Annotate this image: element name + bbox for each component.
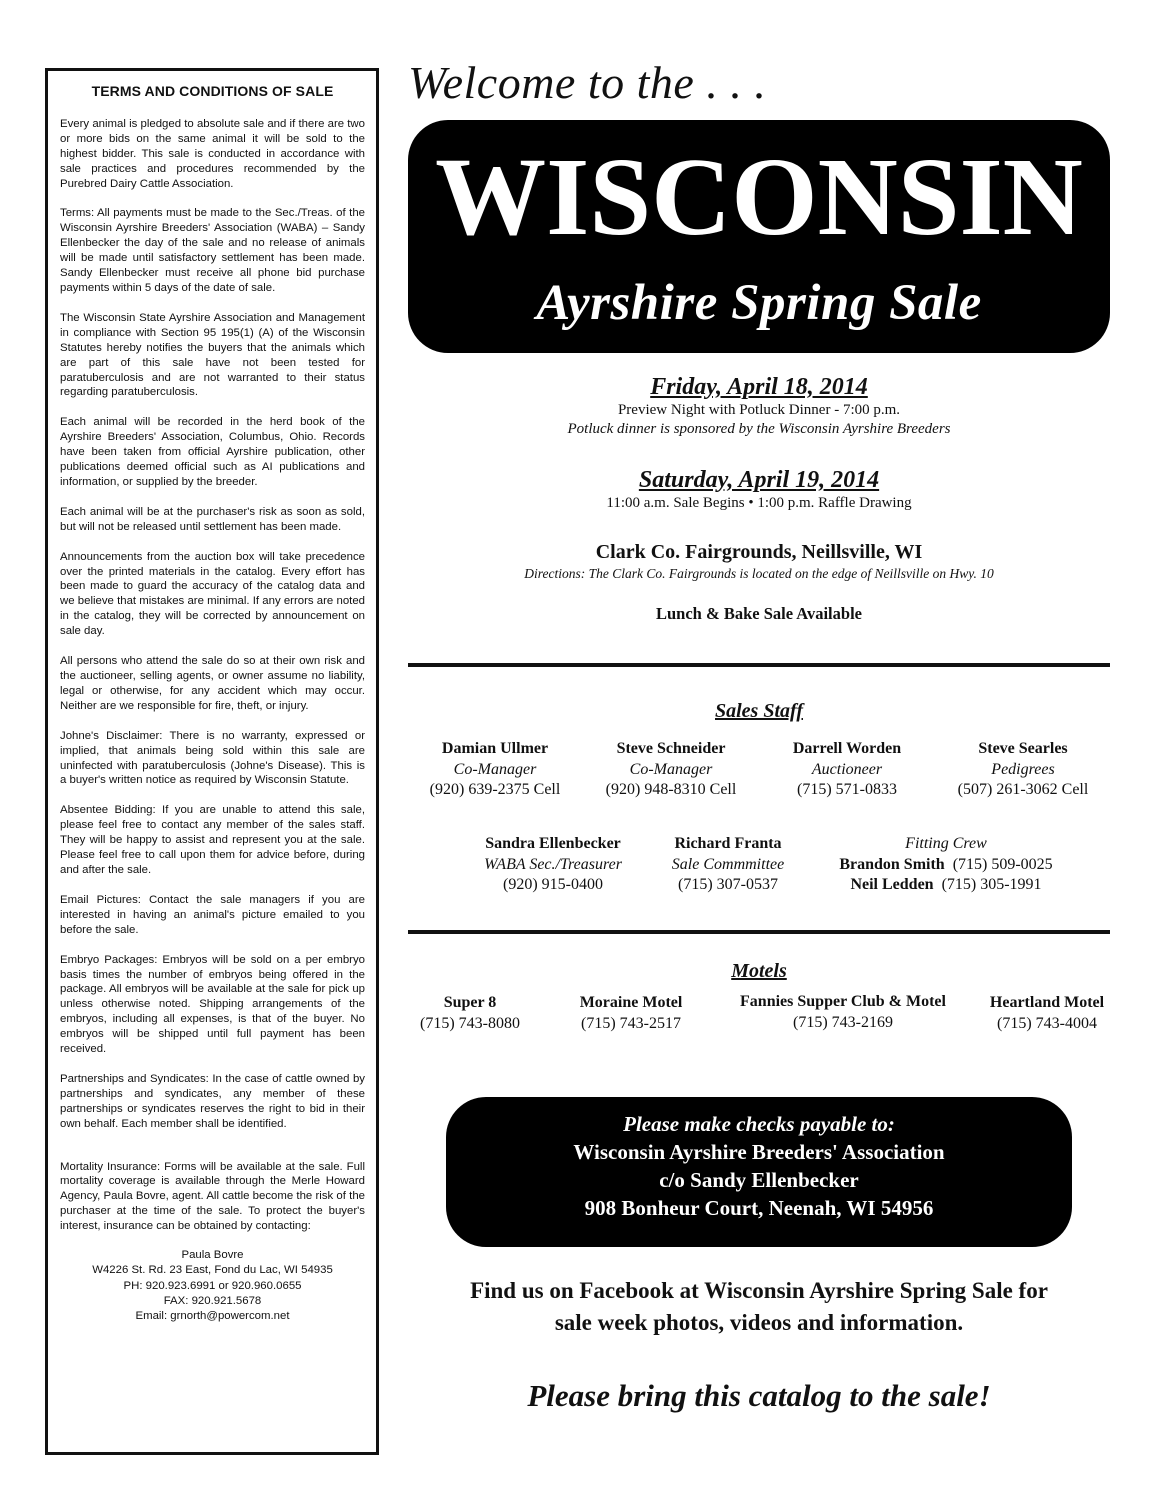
crew-title: Fitting Crew xyxy=(905,835,987,852)
terms-paragraph: The Wisconsin State Ayrshire Association and Management in compliance with Section 95 195(1) (A) of the Wisconsin Statutes hereby notifies the buyers that the animals which are part of this sale have not been tested for paratuberculosis and are not warranted to their status regarding paratuberculosis. xyxy=(60,311,365,399)
motel-name: Moraine Motel xyxy=(579,994,683,1011)
friday-line2: Potluck dinner is sponsored by the Wisconsin Ayrshire Breeders xyxy=(567,421,951,437)
staff-member xyxy=(606,739,737,801)
motel-name: Super 8 xyxy=(443,994,497,1011)
staff-role: Pedigrees xyxy=(991,760,1055,778)
staff-member xyxy=(672,834,784,896)
staff-name: Steve Searles xyxy=(978,740,1068,757)
staff-name: Darrell Worden xyxy=(792,740,902,757)
motel xyxy=(420,993,520,1034)
contact-email: Email: grnorth@powercom.net xyxy=(135,1309,290,1322)
facebook-line: sale week photos, videos and information. xyxy=(554,1310,964,1335)
contact-phone: PH: 920.923.6991 or 920.960.0655 xyxy=(123,1279,302,1292)
terms-paragraph: Each animal will be at the purchaser's risk as soon as sold, but will not be released until settlement has been made. xyxy=(60,505,365,533)
staff-member xyxy=(430,739,561,801)
terms-heading: TERMS AND CONDITIONS OF SALE xyxy=(91,83,334,99)
terms-paragraph: Johne's Disclaimer: There is no warranty, expressed or implied, that animals being sold within this sale are uninfected with paratuberculosis (Johne's Disease). This is a buyer's written notice as required by Wisconsin Statute. xyxy=(60,729,365,787)
contact-name: Paula Bovre xyxy=(181,1249,244,1262)
staff-role: WABA Sec./Treasurer xyxy=(484,855,622,873)
banner-subtitle: Ayrshire Spring Sale xyxy=(536,275,982,331)
motels-title: Motels xyxy=(731,960,787,982)
friday-date: Friday, April 18, 2014 xyxy=(650,374,868,400)
facebook-line: Find us on Facebook at Wisconsin Ayrshire Spring Sale for xyxy=(470,1278,1048,1303)
terms-paragraph: Announcements from the auction box will take precedence over the printed materials in the catalog. Every effort has been made to guard the accuracy of the catalog data and we believe that mistakes are minimal. If any errors are noted in the catalog, they will be corrected by announcement on sale day. xyxy=(60,550,365,638)
crew-phone: (715) 509-0025 xyxy=(952,855,1053,873)
crew-name: Brandon Smith xyxy=(839,855,945,873)
staff-member xyxy=(484,834,622,896)
payment-line: Wisconsin Ayrshire Breeders' Association xyxy=(573,1140,945,1164)
facebook-note xyxy=(408,1275,1110,1339)
staff-phone: (715) 307-0537 xyxy=(678,876,778,893)
terms-paragraph: Partnerships and Syndicates: In the case of cattle owned by partnerships and syndicates, any member of these partnerships or syndicates reserves the right to bid in their own behalf. Each member shall be identified. xyxy=(60,1072,365,1130)
sales-staff-title: Sales Staff xyxy=(715,700,803,722)
lunch-text: Lunch & Bake Sale Available xyxy=(656,604,862,623)
motel-phone: (715) 743-2169 xyxy=(793,1013,893,1031)
contact-fax: FAX: 920.921.5678 xyxy=(163,1294,262,1307)
staff-phone: (507) 261-3062 Cell xyxy=(957,781,1089,798)
insurance-contact xyxy=(60,1248,365,1324)
terms-paragraph: Each animal will be recorded in the herd book of the Ayrshire Breeders' Association, Columbus, Ohio. Records have been taken from official Ayrshire publication, other publications deemed official such as AI publications and information, or supplied by the breeder. xyxy=(60,416,365,488)
terms-paragraph: Embryo Packages: Embryos will be sold on a per embryo basis times the number of embryos being offered in the package. All embryos will be available at the sale for pick up unless otherwise noted. Shipping arrangements of the embryos, including all expenses, is that of the buyer. No embryos will be shipped until full payment has been received. xyxy=(60,953,365,1056)
motel xyxy=(740,992,946,1033)
motel xyxy=(990,993,1104,1034)
terms-paragraph: Terms: All payments must be made to the Sec./Treas. of the Wisconsin Ayrshire Breeders' Association (WABA) – Sandy Ellenbecker the day of the sale and no release of animals will be made until satisfactory settlement has been made. Sandy Ellenbecker must receive all phone bid purchase payments within 5 days of the date of sale. xyxy=(60,207,365,294)
staff-member xyxy=(958,739,1089,801)
staff-phone: (920) 948-8310 Cell xyxy=(605,781,737,798)
motel-phone: (715) 743-4004 xyxy=(997,1014,1097,1032)
crew-phone: (715) 305-1991 xyxy=(941,876,1042,893)
directions: Directions: The Clark Co. Fairgrounds is located on the edge of Neillsville on Hwy. 10 xyxy=(524,566,994,581)
terms-paragraph: Mortality Insurance: Forms will be available at the sale. Full mortality coverage is available through the Merle Howard Agency, Paula Bovre, agent. All cattle become the risk of the purchaser at the time of the sale. To protect the buyer's interest, insurance can be obtained by contacting: xyxy=(60,1160,365,1233)
staff-name: Steve Schneider xyxy=(616,740,726,757)
terms-paragraph: Every animal is pledged to absolute sale and if there are two or more bids on the same animal it will be sold to the highest bidder. This sale is conducted in accordance with sale practices and procedures recommended by the Purebred Dairy Cattle Association. xyxy=(60,117,365,190)
motel-phone: (715) 743-8080 xyxy=(420,1014,520,1032)
friday-line1: Preview Night with Potluck Dinner - 7:00 p.m. xyxy=(617,402,901,418)
staff-name: Richard Franta xyxy=(674,835,782,852)
motel-name: Heartland Motel xyxy=(989,994,1105,1011)
staff-name: Sandra Ellenbecker xyxy=(485,835,621,852)
motel xyxy=(580,993,683,1034)
saturday-block xyxy=(408,467,1110,513)
closing-note: Please bring this catalog to the sale! xyxy=(527,1378,991,1413)
location: Clark Co. Fairgrounds, Neillsville, WI xyxy=(595,541,923,563)
terms-paragraph: Email Pictures: Contact the sale managers if you are interested in having an animal's picture emailed to you before the sale. xyxy=(60,893,365,936)
banner-title: WISCONSIN xyxy=(435,136,1083,259)
staff-member xyxy=(793,739,901,801)
title-banner xyxy=(408,120,1110,353)
divider xyxy=(408,663,1110,667)
location-block xyxy=(408,539,1110,583)
payment-box xyxy=(446,1097,1072,1247)
payment-line: 908 Bonheur Court, Neenah, WI 54956 xyxy=(584,1196,934,1220)
terms-box xyxy=(45,68,379,1455)
motel-name: Fannies Supper Club & Motel xyxy=(740,993,946,1010)
staff-name: Damian Ullmer xyxy=(441,740,549,757)
welcome-text: Welcome to the . . . xyxy=(408,57,767,108)
terms-paragraph: All persons who attend the sale do so at their own risk and the auctioneer, selling agents, or owner assume no liability, legal or otherwise, for any accident which may occur. Neither are we responsible for fire, theft, or injury. xyxy=(60,655,365,712)
staff-role: Auctioneer xyxy=(811,760,883,778)
divider xyxy=(408,930,1110,934)
saturday-date: Saturday, April 19, 2014 xyxy=(638,467,880,493)
staff-role: Co-Manager xyxy=(629,760,713,778)
staff-phone: (920) 639-2375 Cell xyxy=(429,781,561,798)
fitting-crew xyxy=(839,834,1052,896)
crew-name: Neil Ledden xyxy=(850,876,934,893)
payment-heading: Please make checks payable to: xyxy=(623,1112,895,1136)
payment-line: c/o Sandy Ellenbecker xyxy=(659,1168,859,1192)
staff-role: Sale Commmittee xyxy=(671,855,785,873)
saturday-line1: 11:00 a.m. Sale Begins • 1:00 p.m. Raffle Drawing xyxy=(606,495,912,511)
staff-role: Co-Manager xyxy=(453,760,537,778)
staff-phone: (715) 571-0833 xyxy=(797,781,897,798)
contact-address: W4226 St. Rd. 23 East, Fond du Lac, WI 54935 xyxy=(92,1264,333,1277)
motel-phone: (715) 743-2517 xyxy=(581,1014,681,1032)
terms-paragraph: Absentee Bidding: If you are unable to attend this sale, please feel free to contact any member of the sales staff. They will be happy to assist and represent you at the sale. Please feel free to call upon them for advice before, during and after the sale. xyxy=(60,804,365,876)
staff-phone: (920) 915-0400 xyxy=(503,876,603,893)
friday-block xyxy=(408,374,1110,439)
